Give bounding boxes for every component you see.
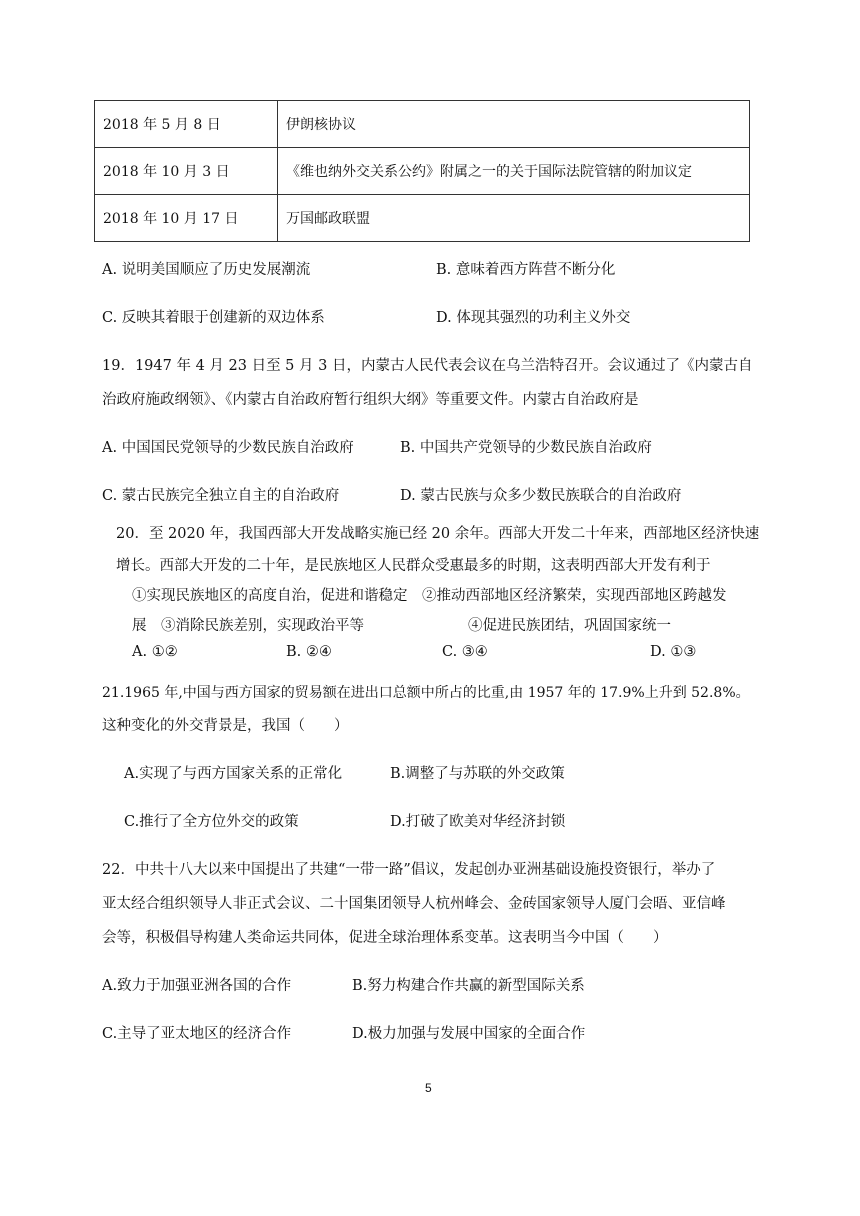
table-cell-date: 2018 年 10 月 3 日 <box>95 148 278 195</box>
q22-option-a: A.致力于加强亚洲各国的合作 <box>102 978 292 994</box>
q20-option-c: C. ③④ <box>442 644 488 660</box>
q20-stem-line2: 增长。西部大开发的二十年，是民族地区人民群众受惠最多的时期，这表明西部大开发有利于 <box>116 558 711 574</box>
q20-stem-line4a: 展 ③消除民族差别，实现政治平等 <box>132 618 364 634</box>
q22-option-d: D.极力加强与发展中国家的全面合作 <box>352 1026 586 1042</box>
q18-option-d: D. 体现其强烈的功利主义外交 <box>436 310 631 326</box>
q20-stem-line3: ①实现民族地区的高度自治，促进和谐稳定 ②推动西部地区经济繁荣，实现西部地区跨越发 <box>132 588 727 604</box>
q19-option-b: B. 中国共产党领导的少数民族自治政府 <box>400 440 652 456</box>
q21-stem-line1: 21.1965 年,中国与西方国家的贸易额在进出口总额中所占的比重,由 1957 年的 17.9%上升到 52.8%。 <box>102 685 750 701</box>
q22-stem-line2: 亚太经合组织领导人非正式会议、二十国集团领导人杭州峰会、金砖国家领导人厦门会晤、亚信峰 <box>102 896 726 912</box>
table-cell-date: 2018 年 10 月 17 日 <box>95 195 278 242</box>
q18-option-c: C. 反映其着眼于创建新的双边体系 <box>102 310 325 326</box>
q18-option-b: B. 意味着西方阵营不断分化 <box>436 262 616 278</box>
q18-option-a: A. 说明美国顺应了历史发展潮流 <box>102 262 311 278</box>
q21-option-a: A.实现了与西方国家关系的正常化 <box>124 766 343 782</box>
q22-stem-line3: 会等，积极倡导构建人类命运共同体，促进全球治理体系变革。这表明当今中国（ ） <box>102 930 668 946</box>
q22-option-b: B.努力构建合作共赢的新型国际关系 <box>352 978 585 994</box>
q21-stem-line2: 这种变化的外交背景是，我国（ ） <box>102 718 349 734</box>
q19-stem-line2: 治政府施政纲领》、《内蒙古自治政府暂行组织大纲》等重要文件。内蒙古自治政府是 <box>102 392 639 408</box>
q20-option-b: B. ②④ <box>286 644 332 660</box>
table-row <box>95 101 750 148</box>
q22-option-c: C.主导了亚太地区的经济合作 <box>102 1026 292 1042</box>
q21-option-c: C.推行了全方位外交的政策 <box>124 814 299 830</box>
q20-stem-line4b: ④促进民族团结，巩固国家统一 <box>468 618 671 634</box>
q19-option-c: C. 蒙古民族完全独立自主的自治政府 <box>102 488 340 504</box>
table-row <box>95 195 750 242</box>
table-row <box>95 148 750 195</box>
table-cell-item: 伊朗核协议 <box>278 101 750 148</box>
q19-option-a: A. 中国国民党领导的少数民族自治政府 <box>102 440 354 456</box>
q20-option-d: D. ①③ <box>650 644 697 660</box>
q20-option-a: A. ①② <box>132 644 178 660</box>
q21-option-b: B.调整了与苏联的外交政策 <box>390 766 565 782</box>
q19-stem-line1: 19．1947 年 4 月 23 日至 5 月 3 日，内蒙古人民代表会议在乌兰浩特召开。会议通过了《内蒙古自 <box>102 358 753 374</box>
table-cell-date: 2018 年 5 月 8 日 <box>95 101 278 148</box>
table-cell-item: 万国邮政联盟 <box>278 195 750 242</box>
q21-option-d: D.打破了欧美对华经济封锁 <box>390 814 566 830</box>
q19-option-d: D. 蒙古民族与众多少数民族联合的自治政府 <box>400 488 682 504</box>
q22-stem-line1: 22．中共十八大以来中国提出了共建“一带一路”倡议，发起创办亚洲基础设施投资银行，举办了 <box>102 862 716 878</box>
q20-stem-line1: 20．至 2020 年，我国西部大开发战略实施已经 20 余年。西部大开发二十年来，西部地区经济快速 <box>116 526 760 542</box>
treaty-table <box>94 100 750 242</box>
page-number: 5 <box>425 1081 432 1095</box>
table-cell-item: 《维也纳外交关系公约》附属之一的关于国际法院管辖的附加议定 <box>278 148 750 195</box>
